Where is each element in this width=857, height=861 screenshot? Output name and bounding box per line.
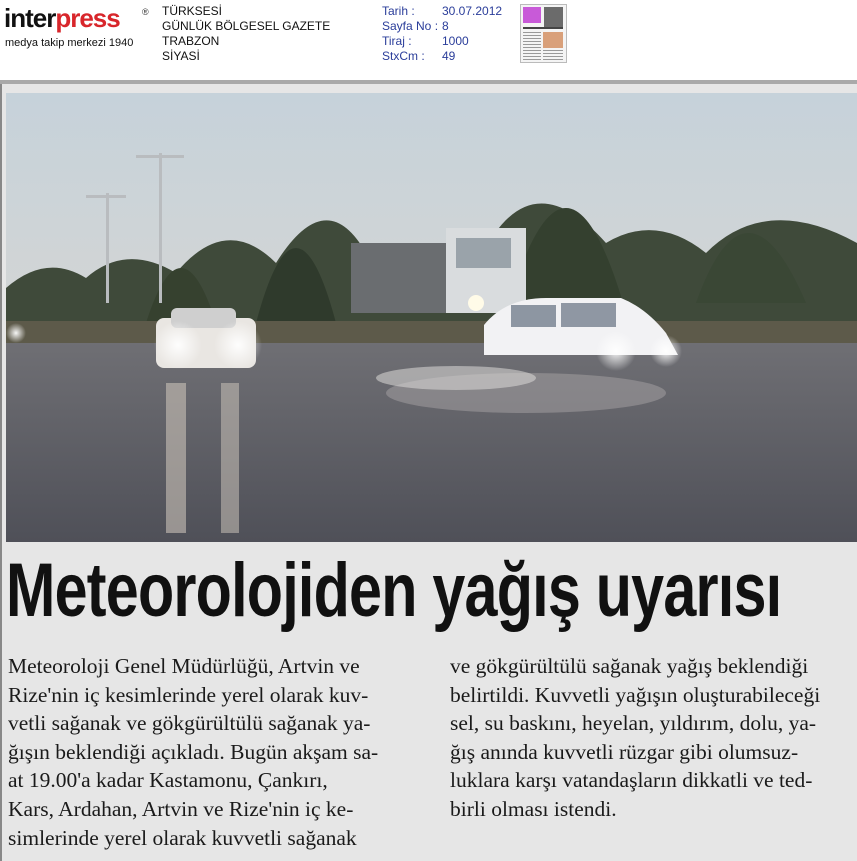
date-label: Tarih : xyxy=(382,4,415,18)
circulation-value: 1000 xyxy=(442,34,469,48)
article-line: Meteoroloji Genel Müdürlüğü, Artvin ve xyxy=(8,654,360,678)
publication-type: GÜNLÜK BÖLGESEL GAZETE xyxy=(162,19,331,33)
article-line: vetli sağanak ve gökgürültülü sağanak ya- xyxy=(8,711,371,736)
article-line: at 19.00'a kadar Kastamonu, Çankırı, xyxy=(8,768,328,793)
publication-info xyxy=(162,4,330,64)
article-headline: Meteorolojiden yağış uyarısı xyxy=(6,548,782,633)
clipping-header xyxy=(0,0,857,80)
article-line: simlerinde yerel olarak kuvvetli sağanak xyxy=(8,825,357,850)
publication-city: TRABZON xyxy=(162,34,220,48)
article-column-1 xyxy=(8,652,428,852)
registered-mark: ® xyxy=(142,7,149,17)
publication-section: SİYASİ xyxy=(162,49,200,63)
stxcm-value: 49 xyxy=(442,49,456,63)
logo-tagline: medya takip merkezi 1940 xyxy=(5,37,134,49)
article-line: ğışın beklendiği açıkladı. Bugün akşam sa- xyxy=(8,739,379,764)
rain-flooded-road-photo xyxy=(6,93,857,542)
article-line: birli olması istendi. xyxy=(450,796,617,821)
article-line: ğış anında kuvvetli rüzgar gibi olumsuz- xyxy=(450,739,799,764)
article-line: luklara karşı vatandaşların dikkatli ve ted- xyxy=(450,768,813,793)
article-line: sel, su baskını, heyelan, yıldırım, dolu, ya- xyxy=(450,711,817,736)
stxcm-label: StxCm : xyxy=(382,49,425,63)
page-value: 8 xyxy=(442,19,449,33)
article-line: ve gökgürültülü sağanak yağış beklendiği xyxy=(450,654,809,678)
interpress-logo xyxy=(4,4,154,50)
article-column-2 xyxy=(450,652,857,824)
date-value: 30.07.2012 xyxy=(442,4,503,18)
circulation-label: Tiraj : xyxy=(382,34,412,48)
logo-wordmark: interpress xyxy=(4,3,120,33)
page-label: Sayfa No : xyxy=(382,19,439,33)
publication-name: TÜRKSESİ xyxy=(162,4,223,18)
article-line: Rize'nin iç kesimlerinde yerel olarak kuv- xyxy=(8,682,369,707)
article-line: belirtildi. Kuvvetli yağışın oluşturabileceği xyxy=(450,682,821,707)
article-line: Kars, Ardahan, Artvin ve Rize'nin iç ke- xyxy=(8,796,354,821)
page-thumbnail[interactable] xyxy=(520,4,567,63)
